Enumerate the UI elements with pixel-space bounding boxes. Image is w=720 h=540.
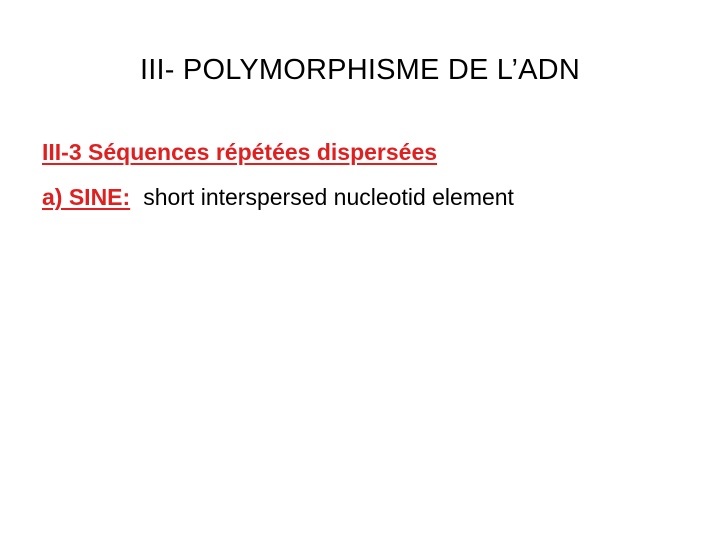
item-text: short interspersed nucleotid element xyxy=(143,184,514,210)
slide-title: III- POLYMORPHISME DE L’ADN xyxy=(140,54,580,86)
item-label: a) SINE: xyxy=(42,184,131,210)
section-heading-line xyxy=(42,136,437,168)
section-heading: III-3 Séquences répétées dispersées xyxy=(42,139,438,165)
definition-line xyxy=(42,181,514,213)
